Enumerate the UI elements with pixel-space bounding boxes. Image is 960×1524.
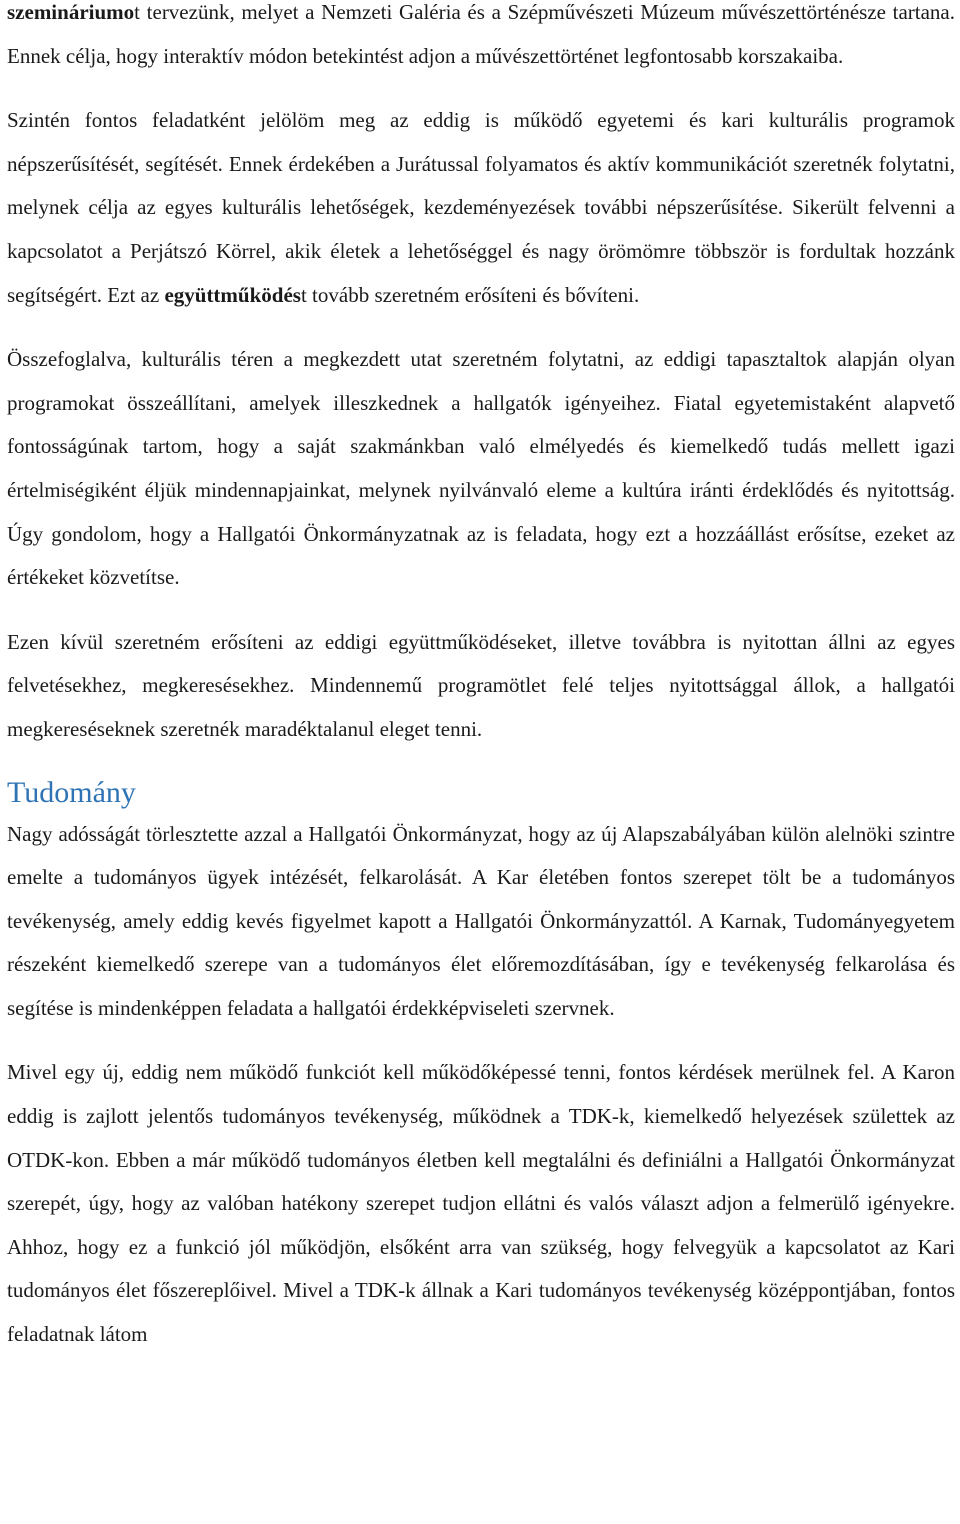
paragraph-text: Ezen kívül szeretném erősíteni az eddigi együttműködéseket, illetve továbbra is nyitottan állni az egyes felvetésekhez, megkeresésekhez. Mindennemű programötlet felé teljes nyitottsággal állok, a hallgatói megkereséseknek szeretnék maradéktalanul eleget tenni. — [7, 629, 955, 741]
paragraph-text: Összefoglalva, kulturális téren a megkezdett utat szeretném folytatni, az eddigi tapasztaltok alapján olyan programokat összeállítani, amelyek illeszkednek a hallgatók igényeihez. Fiatal egyetemistaként alapvető fontosságúnak tartom, hogy a saját szakmánkban való elmélyedés és kiemelkedő tudás mellett igazi értelmiségiként éljük mindennapjainkat, melynek nyilvánvaló eleme a kultúra iránti érdeklődés és nyitottság. Úgy gondolom, hogy a Hallgatói Önkormányzatnak az is feladata, hogy ezt a hozzáállást erősítse, ezeket az értékeket közvetítse. — [7, 347, 955, 590]
paragraph-text: t tervezünk, melyet a Nemzeti Galéria és a Szépművészeti Múzeum művészettörténésze tartana. Ennek célja, hogy interaktív módon betekintést adjon a művészettörténet legfontosabb korszakaiba. — [7, 0, 955, 68]
section-heading: Tudomány — [7, 775, 136, 809]
bold-term-seminar: szemináriumo — [7, 0, 135, 24]
paragraph-text-end: t tovább szeretném erősíteni és bővíteni. — [300, 282, 640, 307]
paragraph-text: Szintén fontos feladatként jelölöm meg az eddig is működő egyetemi és kari kulturális programok népszerűsítését, segítését. Ennek érdekében a Jurátussal folyamatos és aktív kommunikációt szeretnék folytatni, melynek célja az egyes kulturális lehetőségek, kezdeményezések további népszerűsítése. Sikerült felvenni a kapcsolatot a Perjátszó Körrel, akik életek a lehetőséggel és nagy örömömre többször is fordultak hozzánk segítségért. Ezt az — [7, 108, 955, 307]
paragraph-text: Nagy adósságát törlesztette azzal a Hallgatói Önkormányzat, hogy az új Alapszabályában külön alelnöki szintre emelte a tudományos ügyek intézését, felkarolását. A Kar életében fontos szerepet tölt be a tudományos tevékenység, amely eddig kevés figyelmet kapott a Hallgatói Önkormányzattól. A Karnak, Tudományegyetem részeként kiemelkedő szerepe van a tudományos élet előremozdításában, így e tevékenység felkarolása és segítése is mindenképpen feladata a hallgatói érdekképviseleti szervnek. — [7, 821, 955, 1020]
paragraph-cultural-programs — [7, 99, 955, 317]
paragraph-text: Mivel egy új, eddig nem működő funkciót kell működőképessé tenni, fontos kérdések merülnek fel. A Karon eddig is zajlott jelentős tudományos tevékenység, működnek a TDK-k, kiemelkedő helyezések születtek az OTDK-kon. Ebben a már működő tudományos életben kell megtalálni és definiálni a Hallgatói Önkormányzat szerepét, úgy, hogy az valóban hatékony szerepet tudjon ellátni és valós választ adjon a felmerülő igényekre. Ahhoz, hogy ez a funkció jól működjön, elsőként arra van szükség, hogy felvegyük a kapcsolatot az Kari tudományos élet főszereplőivel. Mivel a TDK-k állnak a Kari tudományos tevékenység középpontjában, fontos feladatnak látom — [7, 1060, 955, 1347]
bold-term-cooperation: együttműködés — [164, 282, 301, 307]
paragraph-seminar — [7, 0, 955, 78]
paragraph-summary — [7, 338, 955, 600]
paragraph-science-function — [7, 1051, 955, 1356]
paragraph-cooperation — [7, 621, 955, 752]
paragraph-science-intro — [7, 813, 955, 1031]
